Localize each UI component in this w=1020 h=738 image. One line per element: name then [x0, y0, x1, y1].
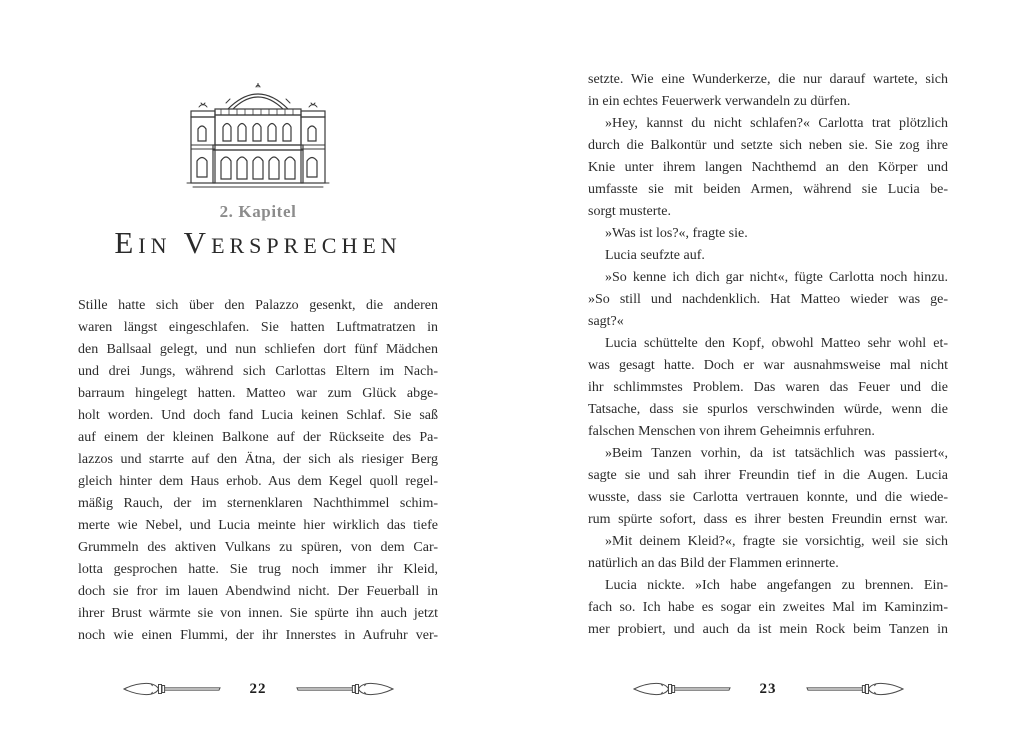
text-line: »Beim Tanzen vorhin, da ist tatsächlich was passiert«,: [605, 446, 948, 461]
text-line: ihrer Brust wärmte sie von innen. Sie spürte ihn auch jetzt: [78, 606, 438, 621]
palazzo-illustration: [183, 83, 333, 201]
text-line: »Hey, kannst du nicht schlafen?« Carlotta trat plötzlich: [605, 116, 948, 131]
spear-ornament-left-icon: [632, 681, 732, 697]
page-number-left: 22: [249, 680, 267, 697]
spear-ornament-left-icon: [122, 681, 222, 697]
text-line: rum spürte sofort, dass es ihrer besten Freundin ernst war.: [588, 512, 948, 527]
text-line: noch wie einen Flummi, der ihr Innerstes in Aufruhr ver-: [78, 628, 438, 643]
body-text-right: [588, 69, 948, 641]
right-page-footer: [588, 678, 948, 700]
text-line: sorgt musterte.: [588, 204, 671, 219]
text-line: fach so. Ich habe es sogar ein zweites Mal im Kaminzim-: [588, 600, 948, 615]
text-line: »So kenne ich dich gar nicht«, fügte Carlotta noch hinzu.: [605, 270, 948, 285]
text-line: mäßig Rauch, der im sternenklaren Nachthimmel schim-: [78, 496, 438, 511]
text-line: »Was ist los?«, fragte sie.: [605, 226, 748, 241]
spear-ornament-right-icon: [805, 681, 905, 697]
text-line: durch die Balkontür und setzte sich neben sie. Sie zog ihre: [588, 138, 948, 153]
chapter-title: Ein Versprechen: [114, 225, 402, 260]
text-line: auf einem der kleinen Balkone auf der Rückseite des Pa-: [78, 430, 438, 445]
text-line: und drei Jungs, während sich Carlottas Eltern im Nach-: [78, 364, 438, 379]
text-line: sagt?«: [588, 314, 624, 329]
text-line: doch sie fror im lauen Abendwind nicht. Der Feuerball in: [78, 584, 438, 599]
palazzo-icon: [183, 83, 333, 196]
text-line: den Ballsaal gelegt, und nun schliefen dort fünf Mädchen: [78, 342, 438, 357]
spear-ornament-right-icon: [295, 681, 395, 697]
text-line: was gesagt hatte. Doch er war ausnahmsweise mal nicht: [588, 358, 948, 373]
text-line: ihr schlimmstes Problem. Das waren das Feuer und die: [588, 380, 948, 395]
text-line: Lucia nickte. »Ich habe angefangen zu brennen. Ein-: [605, 578, 948, 593]
text-line: mer probiert, und auch da ist mein Rock beim Tanzen in: [588, 622, 948, 637]
text-line: barraum hingelegt hatten. Matteo war zum Glück abge-: [78, 386, 438, 401]
text-line: »So still und nachdenklich. Hat Matteo wieder was ge-: [588, 292, 948, 307]
body-text-left: [78, 295, 438, 647]
text-line: Grummeln des aktiven Vulkans zu spüren, von dem Car-: [78, 540, 438, 555]
text-line: natürlich an das Bild der Flammen erinnerte.: [588, 556, 839, 571]
right-page: [588, 0, 948, 738]
text-line: lazzos und starrte auf den Ätna, der sich als riesiger Berg: [78, 452, 438, 467]
text-line: »Mit deinem Kleid?«, fragte sie vorsichtig, weil sie sich: [605, 534, 948, 549]
chapter-number-label: 2. Kapitel: [219, 202, 297, 221]
text-line: umfasste sie mit beiden Armen, während sie Lucia be-: [588, 182, 948, 197]
text-line: waren längst eingeschlafen. Sie hatten Luftmatratzen in: [78, 320, 438, 335]
text-line: Lucia seufzte auf.: [605, 248, 705, 263]
text-line: falschen Menschen von ihrem Geheimnis erfuhren.: [588, 424, 875, 439]
text-line: gleich hinter dem Haus erhob. Aus dem Kegel quoll regel-: [78, 474, 438, 489]
text-line: Tatsache, dass sie spurlos verschwinden würde, wenn die: [588, 402, 948, 417]
text-line: Lucia schüttelte den Kopf, obwohl Matteo sehr wohl et-: [605, 336, 948, 351]
text-line: Knie unter ihrem langen Nachthemd an den Körper und: [588, 160, 948, 175]
text-line: merte wie Nebel, und Lucia meinte hier wirklich das tiefe: [78, 518, 438, 533]
text-line: holt worden. Und doch fand Lucia keinen Schlaf. Sie saß: [78, 408, 438, 423]
text-line: lotta gesprochen hatte. Sie trug noch immer ihr Kleid,: [78, 562, 438, 577]
page-number-right: 23: [759, 680, 777, 697]
text-line: sagte sie und sah ihrer Freundin tief in die Augen. Lucia: [588, 468, 948, 483]
left-page: [78, 0, 438, 738]
text-line: Stille hatte sich über den Palazzo gesenkt, die anderen: [78, 298, 438, 313]
left-page-footer: [78, 678, 438, 700]
text-line: in ein echtes Feuerwerk verwandeln zu dürfen.: [588, 94, 851, 109]
text-line: setzte. Wie eine Wunderkerze, die nur darauf wartete, sich: [588, 72, 948, 87]
text-line: wusste, dass sie Carlotta vertrauen konnte, und die wiede-: [588, 490, 948, 505]
